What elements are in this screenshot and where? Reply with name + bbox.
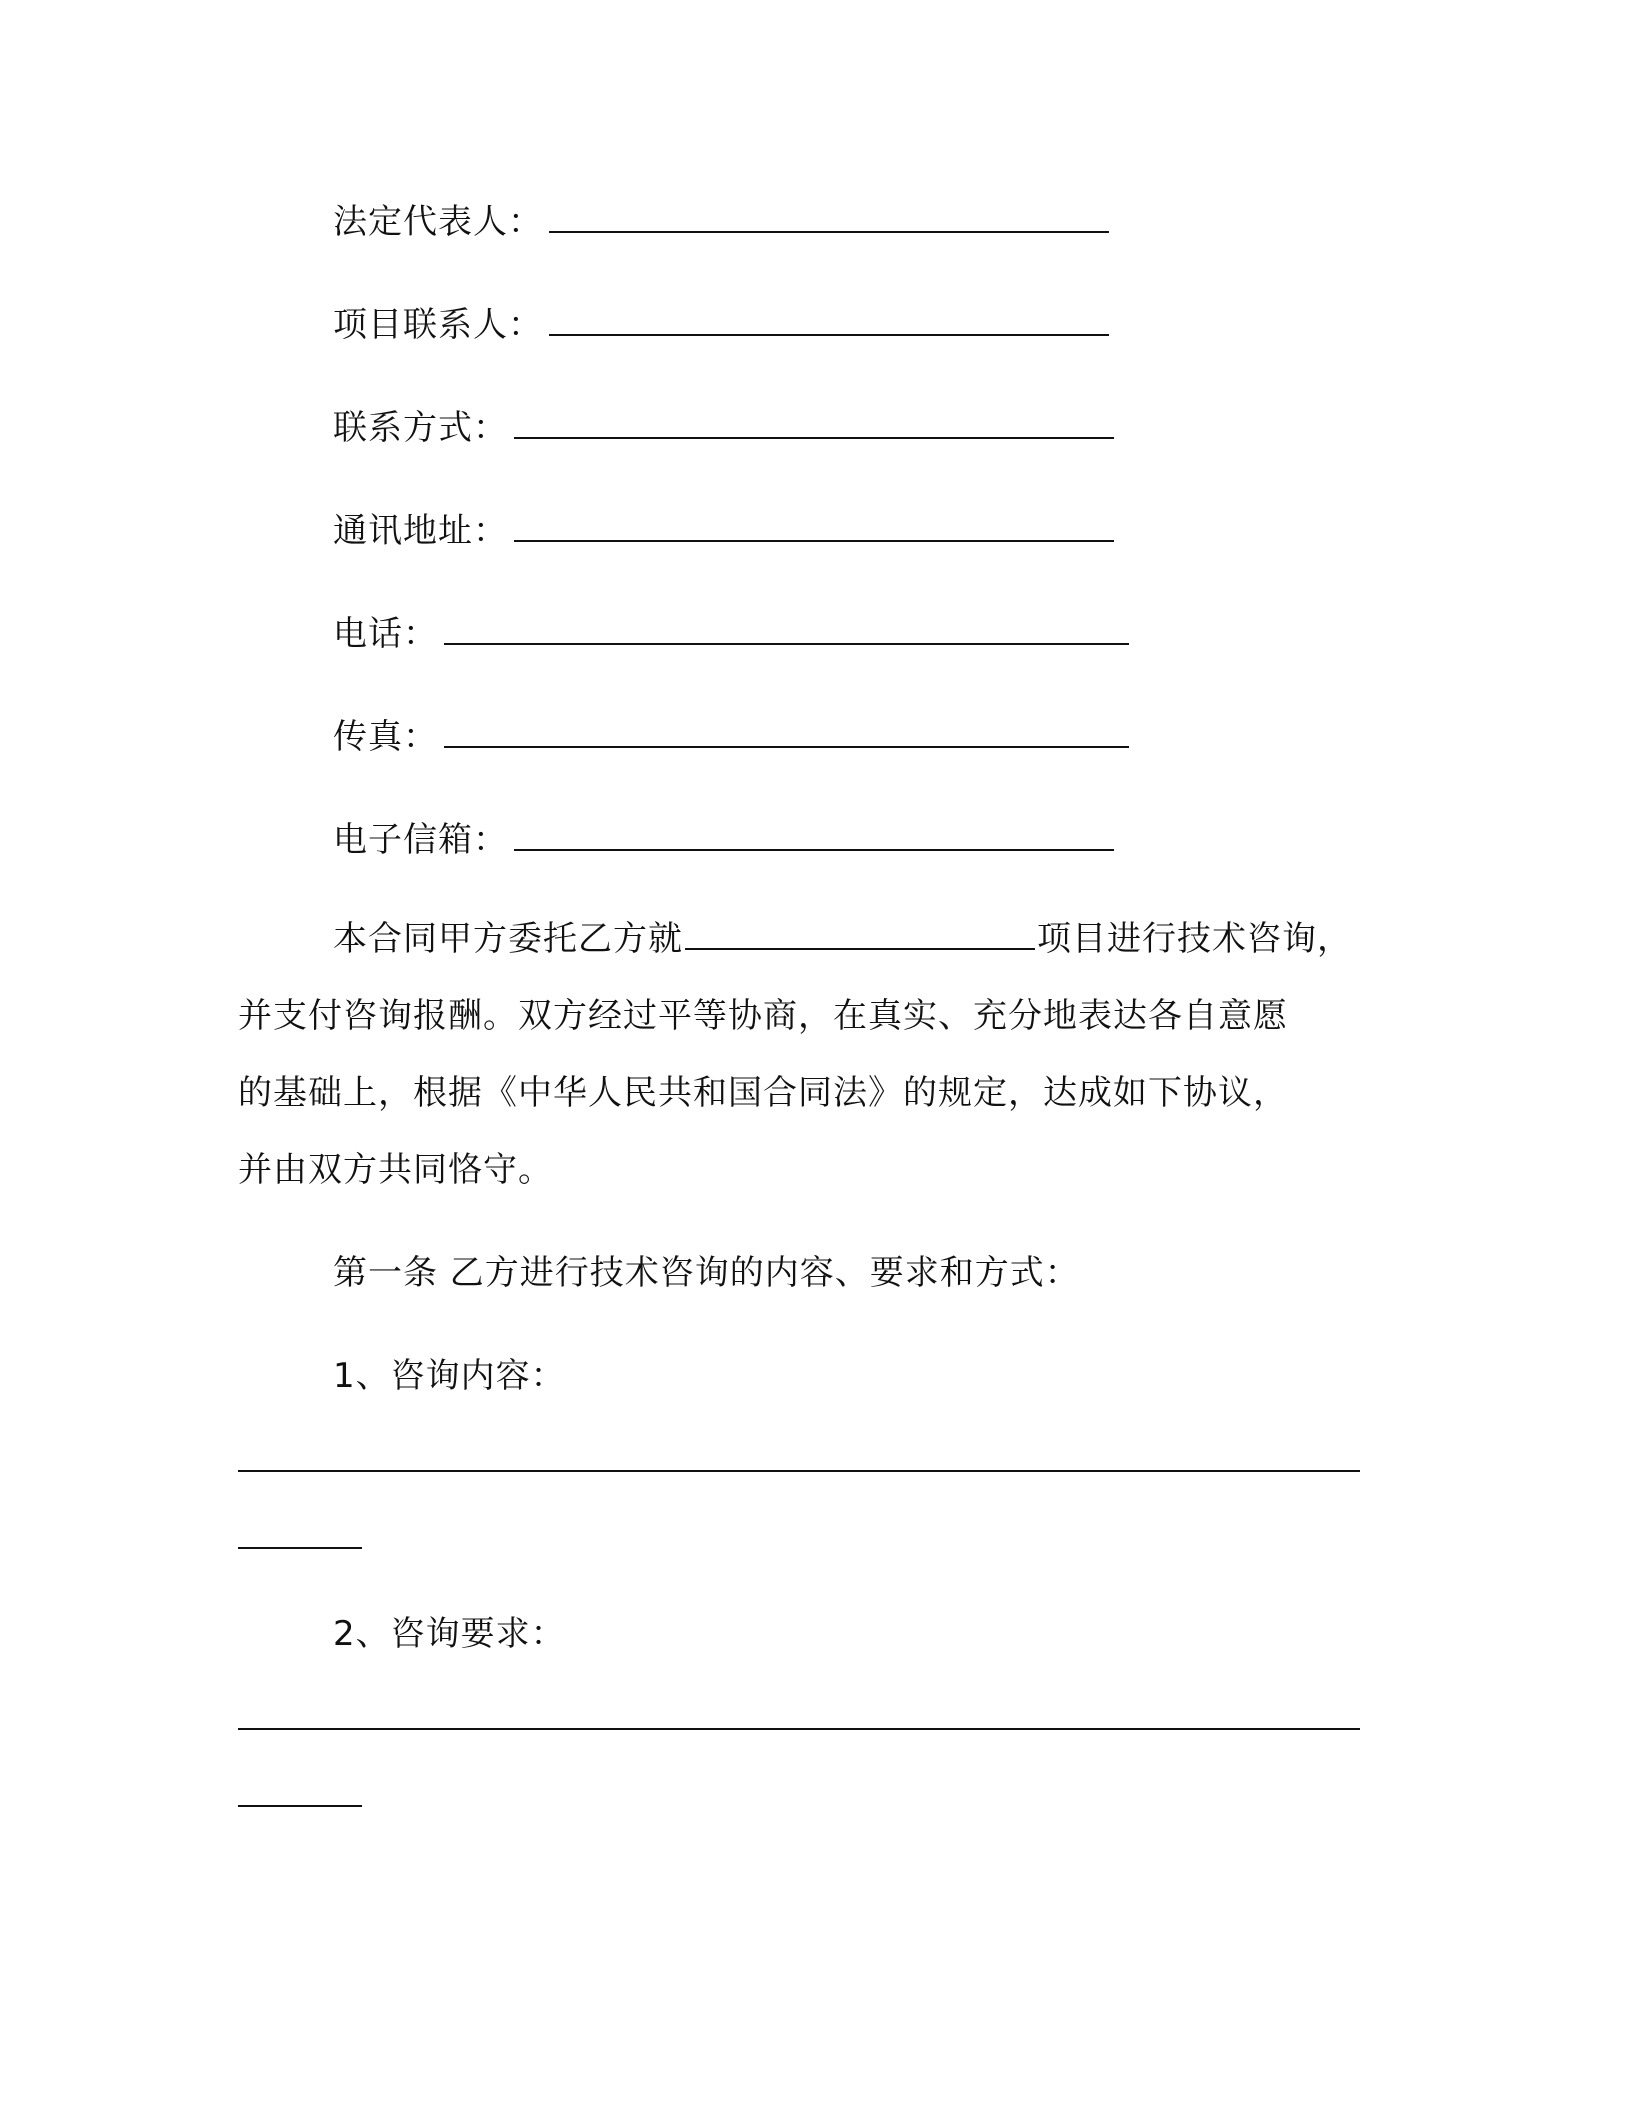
field-mailing-address bbox=[333, 509, 1114, 553]
field-label: 电话： bbox=[333, 614, 438, 654]
item-label: 2、咨询要求： bbox=[333, 1614, 566, 1654]
fill-blank[interactable] bbox=[514, 510, 1114, 542]
preamble-line-2 bbox=[238, 994, 1288, 1038]
article-heading-text: 第一条 乙方进行技术咨询的内容、要求和方式： bbox=[333, 1253, 1080, 1293]
article-1-heading bbox=[333, 1251, 1080, 1295]
field-label: 项目联系人： bbox=[333, 305, 543, 345]
consult-content-blank-line-2[interactable] bbox=[238, 1547, 362, 1549]
preamble-text: 并由双方共同恪守。 bbox=[238, 1150, 553, 1190]
preamble-line-3 bbox=[238, 1071, 1288, 1115]
fill-blank[interactable] bbox=[514, 407, 1114, 439]
consult-requirements-blank-line-2[interactable] bbox=[238, 1805, 362, 1807]
field-legal-representative bbox=[333, 200, 1109, 244]
preamble-text: 本合同甲方委托乙方就 bbox=[333, 919, 683, 959]
field-fax bbox=[333, 715, 1129, 759]
field-email bbox=[333, 818, 1114, 862]
preamble-line-4 bbox=[238, 1148, 553, 1192]
fill-blank[interactable] bbox=[444, 613, 1129, 645]
field-contact-method bbox=[333, 406, 1114, 450]
fill-blank[interactable] bbox=[549, 201, 1109, 233]
item-label: 1、咨询内容： bbox=[333, 1356, 566, 1396]
field-label: 联系方式： bbox=[333, 408, 508, 448]
consult-content-blank-line-1[interactable] bbox=[238, 1470, 1360, 1472]
fill-blank[interactable] bbox=[444, 716, 1129, 748]
field-label: 法定代表人： bbox=[333, 202, 543, 242]
fill-blank[interactable] bbox=[514, 819, 1114, 851]
field-project-contact bbox=[333, 303, 1109, 347]
field-label: 传真： bbox=[333, 717, 438, 757]
preamble-line-1 bbox=[333, 917, 1352, 961]
fill-blank[interactable] bbox=[549, 304, 1109, 336]
preamble-text: 的基础上，根据《中华人民共和国合同法》的规定，达成如下协议， bbox=[238, 1073, 1288, 1113]
preamble-text: 并支付咨询报酬。双方经过平等协商，在真实、充分地表达各自意愿 bbox=[238, 996, 1288, 1036]
consult-content-label bbox=[333, 1354, 566, 1398]
preamble-text: 项目进行技术咨询， bbox=[1037, 919, 1352, 959]
consult-requirements-label bbox=[333, 1612, 566, 1656]
consult-requirements-blank-line-1[interactable] bbox=[238, 1728, 1360, 1730]
field-label: 电子信箱： bbox=[333, 820, 508, 860]
project-name-blank[interactable] bbox=[685, 918, 1035, 950]
field-phone bbox=[333, 612, 1129, 656]
field-label: 通讯地址： bbox=[333, 511, 508, 551]
